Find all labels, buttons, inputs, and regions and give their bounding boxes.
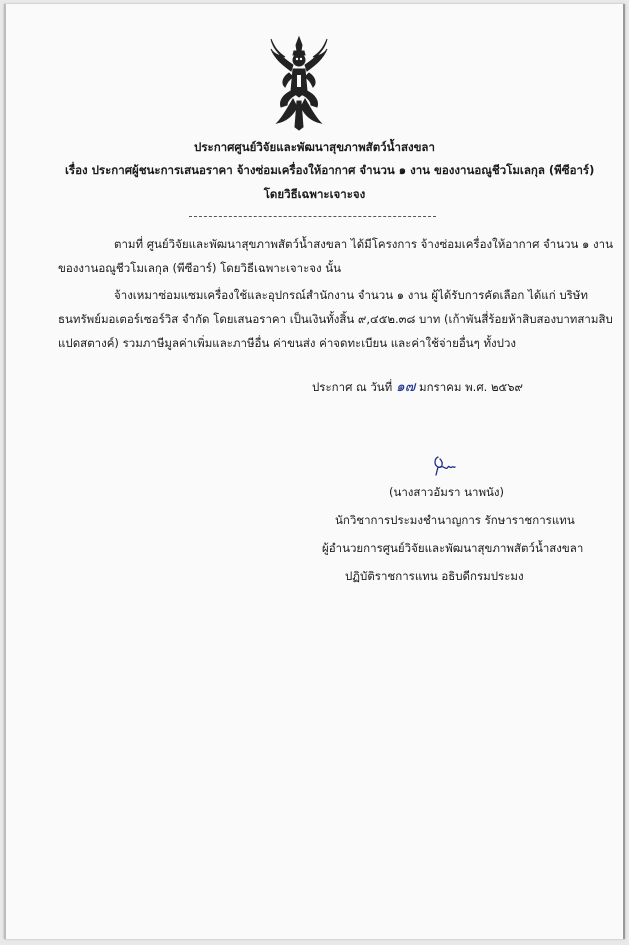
signatory-on-behalf: ปฏิบัติราชการแทน อธิบดีกรมประมง (345, 569, 524, 583)
announcement-date (312, 380, 523, 394)
garuda-emblem-icon (267, 35, 331, 131)
date-month-year: มกราคม พ.ศ. ๒๕๖๙ (419, 380, 523, 394)
procurement-method: โดยวิธีเฉพาะเจาะจง (263, 187, 366, 201)
signatory-position: นักวิชาการประมงชำนาญการ รักษาราชการแทน (335, 513, 575, 527)
paragraph-1-line-1: ตามที่ ศูนย์วิจัยและพัฒนาสุขภาพสัตว์น้ำสงขลา ได้มีโครงการ จ้างซ่อมเครื่องให้อากาศ จำนวน ๑ งาน (114, 237, 613, 251)
handwritten-signature (430, 453, 456, 477)
divider (189, 216, 436, 217)
paragraph-1-line-2: ของงานอณูชีวโมเลกุล (พีซีอาร์) โดยวิธีเฉพาะเจาะจง นั้น (58, 261, 341, 275)
paragraph-2-line-3: แปดสตางค์) รวมภาษีมูลค่าเพิ่มและภาษีอื่น ค่าขนส่ง ค่าจดทะเบียน และค่าใช้จ่ายอื่นๆ ทั้งปวง (58, 336, 517, 350)
paragraph-2-line-2: ธนทรัพย์มอเตอร์เซอร์วิส จำกัด โดยเสนอราคา เป็นเงินทั้งสิ้น ๙,๔๕๒.๓๘ บาท (เก้าพันสี่ร้อยห้าสิบสองบาทสามสิบ (58, 312, 613, 326)
announcement-title: ประกาศศูนย์วิจัยและพัฒนาสุขภาพสัตว์น้ำสงขลา (194, 140, 435, 154)
signatory-acting-for: ผู้อำนวยการศูนย์วิจัยและพัฒนาสุขภาพสัตว์น้ำสงขลา (322, 541, 584, 555)
date-prefix: ประกาศ ณ วันที่ (312, 380, 393, 394)
date-day: ๑๗ (395, 379, 416, 395)
signatory-name: (นางสาวอัมรา นาพนัง) (389, 485, 504, 499)
announcement-subject: เรื่อง ประกาศผู้ชนะการเสนอราคา จ้างซ่อมเครื่องให้อากาศ จำนวน ๑ งาน ของงานอณูชีวโมเลกุล (พีซีอาร์) (65, 163, 595, 177)
paragraph-2-line-1: จ้างเหมาซ่อมแซมเครื่องใช้และอุปกรณ์สำนักงาน จำนวน ๑ งาน ผู้ได้รับการคัดเลือก ได้แก่ บริษัท (114, 288, 588, 302)
